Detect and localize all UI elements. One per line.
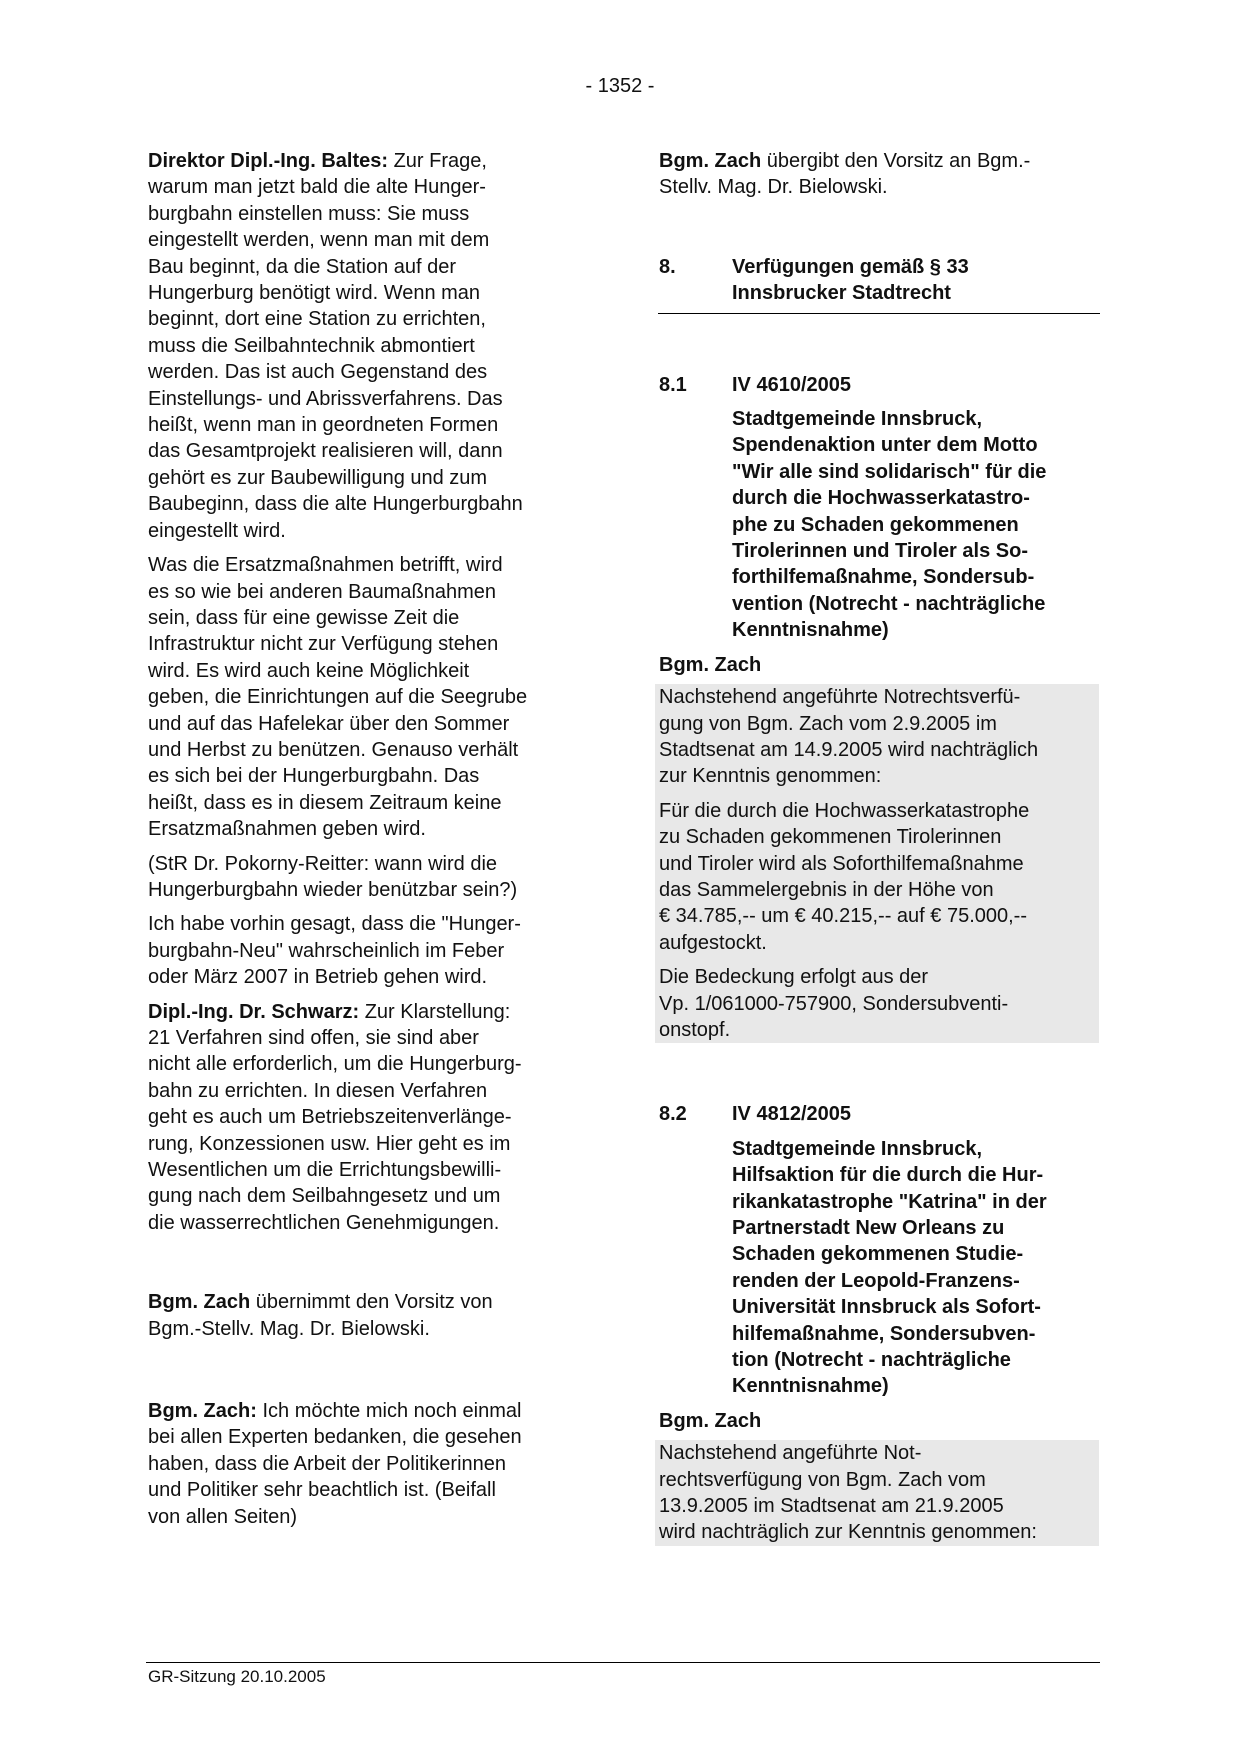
item-speaker: Bgm. Zach xyxy=(659,1409,762,1432)
paragraph-thanks xyxy=(148,1398,588,1530)
paragraph-schwarz xyxy=(148,999,588,1237)
speaker-name: Direktor Dipl.-Ing. Baltes: xyxy=(148,150,389,172)
footer: GR-Sitzung 20.10.2005 xyxy=(148,1667,326,1686)
speaker-name: Dipl.-Ing. Dr. Schwarz: xyxy=(148,1000,360,1023)
paragraph-baltes xyxy=(148,148,588,544)
paragraph-ersatzmassnahmen: Was die Ersatzmaßnahmen betrifft, wird es so wie bei anderen Baumaßnahmen sein, dass für eine gewisse Zeit die Infrastruktur nicht zur Verfügung stehen wird. Es wird auch keine Möglichkeit geben, die Einrichtungen auf die Seegrube und auf das Hafelekar über den Sommer und Herbst zu benützen. Genauso verhält es sich bei der Hungerburgbahn. Das heißt, dass es in diesem Zeitraum keine Ersatzmaßnahmen geben wird. xyxy=(148,554,528,841)
interjection: (StR Dr. Pokorny-Reitter: wann wird die Hungerburgbahn wieder benützbar sein?) xyxy=(148,852,518,901)
resolution-box xyxy=(655,1440,1099,1546)
speaker-name: Bgm. Zach xyxy=(659,150,762,172)
speaker-name: Bgm. Zach xyxy=(148,1291,251,1314)
paragraph-text: Zur Frage, warum man jetzt bald die alte Hunger- burgbahn einstellen muss: Sie muss eingestellt werden, wenn man mit dem Bau beginnt, da die Station auf der Hungerburg benötigt wird. Wenn man beginnt, dort eine Station zu errichten, muss die Seilbahntechnik abmontiert werden. Das ist auch Gegenstand des Einstellungs- und Abrissverfahrens. Das heißt, wenn man in geordneten Formen das Gesamtprojekt realisieren will, dann gehört es zur Baubewilligung und zum Baubeginn, dass die alte Hungerburgbahn eingestellt wird. xyxy=(148,150,523,542)
section-number: 8. xyxy=(659,255,676,278)
item-code: IV 4610/2005 xyxy=(732,373,851,396)
item-number: 8.2 xyxy=(659,1103,687,1126)
speaker-name: Bgm. Zach: xyxy=(148,1400,257,1423)
paragraph-chair-handover xyxy=(659,148,1099,201)
item-8-1 xyxy=(659,372,1099,644)
resolution-text: Für die durch die Hochwasserkatastrophe zu Schaden gekommenen Tirolerinnen und Tiroler wird als Soforthilfemaßnahme das Sammelergebnis in der Höhe von € 34.785,-- um € 40.215,-- auf € 75.000,-- aufgestockt. xyxy=(659,799,1030,954)
left-column xyxy=(148,148,588,1530)
paragraph-chair-change xyxy=(148,1289,588,1342)
section-divider xyxy=(658,313,1100,314)
page-number: - 1352 - xyxy=(585,75,655,97)
paragraph-text: übergibt den Vorsitz an Bgm.- Stellv. Mag. Dr. Bielowski. xyxy=(659,150,1031,199)
resolution-text: Nachstehend angeführte Notrechtsverfü- gung von Bgm. Zach vom 2.9.2005 im Stadtsenat am 14.9.2005 wird nachträglich zur Kenntnis genommen: xyxy=(659,686,1039,788)
item-title: Stadtgemeinde Innsbruck, Spendenaktion unter dem Motto "Wir alle sind solidarisch" für die durch die Hochwasserkatastro- phe zu Schaden gekommenen Tirolerinnen und Tiroler als So- forthilfemaßnahme, Sondersub- vention (Notrecht - nachträgliche Kenntnisnahme) xyxy=(732,408,1047,642)
item-8-2 xyxy=(659,1101,1099,1399)
section-title: Verfügungen gemäß § 33 Innsbrucker Stadtrecht xyxy=(732,255,969,305)
right-column xyxy=(659,148,1099,1546)
resolution-box xyxy=(655,684,1099,1043)
footer-divider xyxy=(146,1662,1100,1663)
item-number: 8.1 xyxy=(659,373,687,396)
paragraph-text: Ich möchte mich noch einmal bei allen Experten bedanken, die gesehen haben, dass die Arbeit der Politikerinnen und Politiker sehr beachtlich ist. (Beifall von allen Seiten) xyxy=(148,1400,522,1528)
resolution-text: Nachstehend angeführte Not- rechtsverfügung von Bgm. Zach vom 13.9.2005 im Stadtsenat am 21.9.2005 wird nachträglich zur Kenntnis genommen: xyxy=(659,1442,1037,1544)
item-code: IV 4812/2005 xyxy=(732,1103,851,1126)
paragraph-reply: Ich habe vorhin gesagt, dass die "Hunger- burgbahn-Neu" wahrscheinlich im Feber oder März 2007 in Betrieb gehen wird. xyxy=(148,913,521,989)
section-heading xyxy=(659,254,1099,307)
paragraph-text: übernimmt den Vorsitz von Bgm.-Stellv. Mag. Dr. Bielowski. xyxy=(148,1291,493,1340)
paragraph-text: Zur Klarstellung: 21 Verfahren sind offen, sie sind aber nicht alle erforderlich, um die Hungerburg- bahn zu errichten. In diesen Verfahren geht es auch um Betriebszeitenverlänge- rung, Konzessionen usw. Hier geht es im Wesentlichen um die Errichtungsbewilli- gung nach dem Seilbahngesetz und um die wasserrechtlichen Genehmigungen. xyxy=(148,1000,522,1234)
resolution-text: Die Bedeckung erfolgt aus der Vp. 1/061000-757900, Sondersubventi- onstopf. xyxy=(659,966,1009,1041)
item-title: Stadtgemeinde Innsbruck, Hilfsaktion für die durch die Hur- rikankatastrophe "Katrina" in der Partnerstadt New Orleans zu Schaden gekommenen Studie- renden der Leopold-Franzens- Universität Innsbruck als Sofort- hilfemaßnahme, Sondersubven- tion (Notrecht - nachträgliche Kenntnisnahme) xyxy=(732,1137,1047,1398)
item-speaker: Bgm. Zach xyxy=(659,653,762,676)
